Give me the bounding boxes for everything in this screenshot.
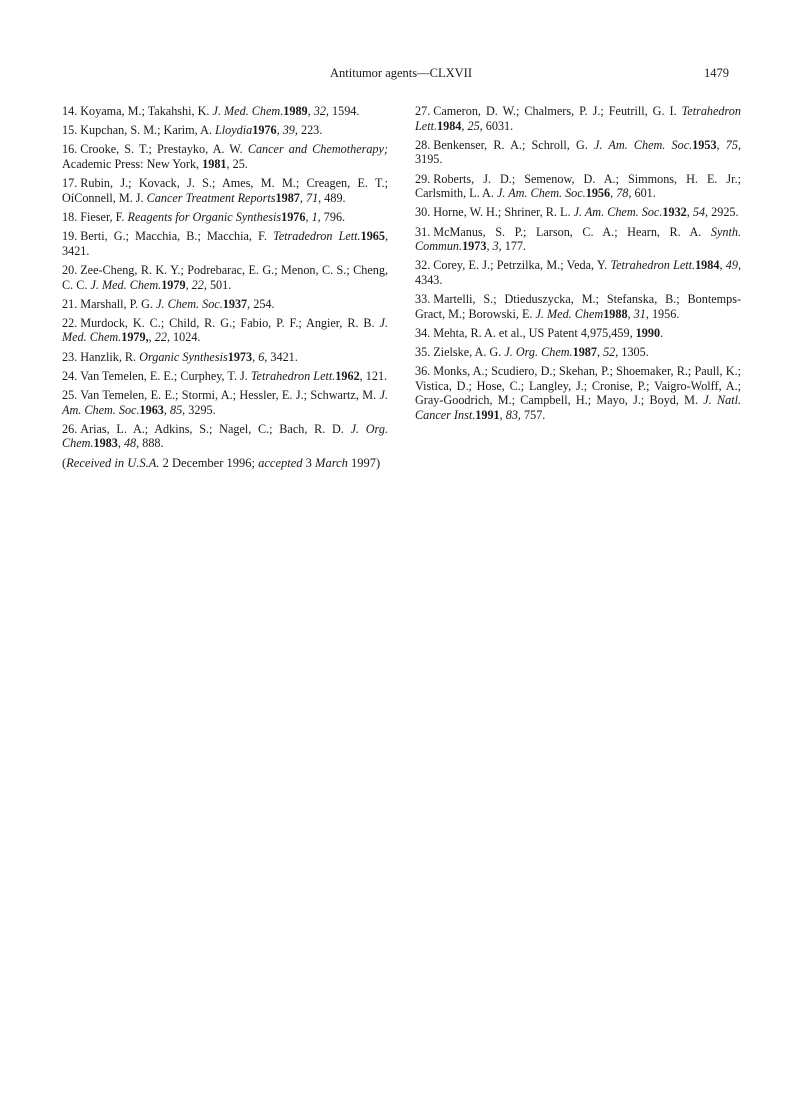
reference-authors: Koyama, M.; Takahshi, K.: [80, 104, 213, 118]
reference-number: 34.: [415, 325, 431, 340]
reference-number: 14.: [62, 104, 78, 118]
reference-authors: Hanzlik, R.: [80, 349, 140, 364]
reference-number: 31.: [415, 224, 431, 239]
reference-pages: , 489.: [318, 190, 346, 205]
reference-number: 19.: [62, 229, 78, 244]
reference-number: 20.: [62, 262, 78, 277]
references-left-column: [62, 104, 388, 456]
reference-pages: , 6031.: [479, 118, 514, 133]
reference-number: 22.: [62, 315, 78, 330]
reference-pages: , 3295.: [182, 402, 216, 417]
reference-number: 26.: [62, 421, 78, 436]
reference-year: 1973: [227, 349, 253, 364]
reference-journal: J. Chem. Soc.: [156, 296, 223, 311]
reference-journal: Tetrahedron Lett.: [415, 104, 741, 133]
reference-item: [62, 142, 388, 171]
reference-year: 1956: [585, 186, 611, 201]
reference-journal: Reagents for Organic Synthesis: [127, 209, 282, 224]
reference-authors: Van Temelen, E. E.; Stormi, A.; Hessler, E. J.; Schwartz, M.: [80, 388, 380, 403]
references-right-column: [415, 104, 741, 427]
reference-volume: 52: [603, 345, 616, 360]
reference-item: 32. Corey, E. J.; Petrzilka, M.; Veda, Y. Tetrahedron Lett.1984, 49, 4343.: [415, 258, 741, 287]
reference-journal: Organic Synthesis: [139, 349, 228, 364]
reference-number: 17.: [62, 176, 78, 191]
reference-year: 1979,: [121, 330, 149, 345]
reference-number: 18.: [62, 209, 78, 224]
reference-item: 31. McManus, S. P.; Larson, C. A.; Hearn, R. A. Synth. Commun.1973, 3, 177.: [415, 224, 741, 254]
reference-journal: J. Natl. Cancer Inst.: [415, 393, 742, 423]
reference-pages: , 177.: [498, 239, 527, 254]
reference-year: 1987: [572, 345, 597, 360]
reference-authors: Zielske, A. G.: [433, 345, 505, 360]
reference-year: 1963: [139, 402, 164, 417]
reference-year: 1932: [662, 205, 687, 220]
reference-pages: , 121.: [359, 368, 388, 383]
reference-number: 24.: [62, 368, 78, 383]
reference-pages: , 3195.: [415, 137, 742, 167]
reference-year: 1937: [222, 296, 248, 311]
reference-authors: Arias, L. A.; Adkins, S.; Nagel, C.; Bach, R. D.: [80, 421, 351, 436]
reference-item: 22. Murdock, K. C.; Child, R. G.; Fabio, P. F.; Angier, R. B. J. Med. Chem.1979,, 22, 1024.: [62, 315, 388, 345]
reference-journal: Lloydia: [214, 123, 253, 138]
reference-volume: 1: [311, 209, 318, 224]
reference-volume: 71: [305, 190, 319, 205]
reference-journal: J. Am. Chem. Soc.: [593, 137, 693, 152]
reference-authors: Cameron, D. W.; Chalmers, P. J.; Feutrill, G. I.: [433, 104, 682, 118]
reference-pages: , 1594.: [325, 104, 360, 118]
reference-journal: J. Am. Chem. Soc.: [573, 205, 663, 220]
reference-item: 17. Rubin, J.; Kovack, J. S.; Ames, M. M.; Creagen, E. T.; OíConnell, M. J. Cancer Treatment Reports1987, 71, 489.: [62, 176, 388, 205]
reference-pages: , 1024.: [166, 330, 201, 345]
reference-authors: Berti, G.; Macchia, B.; Macchia, F.: [80, 229, 274, 244]
reference-volume: 83: [505, 408, 518, 423]
reference-journal: J. Am. Chem. Soc.: [62, 388, 388, 417]
reference-item: 29. Roberts, J. D.; Semenow, D. A.; Simmons, H. E. Jr.; Carlsmith, L. A. J. Am. Chem. Soc.1956, 78, 601.: [415, 171, 741, 201]
reference-volume: 22: [191, 277, 204, 292]
reference-pages: , 25.: [226, 156, 248, 171]
reference-pages: , 3421.: [62, 229, 389, 258]
reference-pages: , 1305.: [615, 345, 649, 360]
reference-authors: Van Temelen, E. E.; Curphey, T. J.: [80, 368, 251, 383]
reference-item: 20. Zee-Cheng, R. K. Y.; Podrebarac, E. G.; Menon, C. S.; Cheng, C. C. J. Med. Chem.1979, 22, 501.: [62, 262, 388, 292]
reference-authors: Monks, A.; Scudiero, D.; Skehan, P.; Shoemaker, R.; Paull, K.; Vistica, D.; Hose, C.; Langley, J.; Cronise, P.; Vaigro-Wolff, A.; Gray-Goodrich, M.; Campbell, H.; Mayo, J.; Boyd, M.: [415, 364, 741, 408]
reference-pages: , 223.: [294, 123, 323, 138]
reference-volume: 78: [616, 186, 629, 201]
reference-year: 1973: [462, 239, 487, 254]
reference-item: 35. Zielske, A. G. J. Org. Chem.1987, 52, 1305.: [415, 345, 649, 360]
reference-pages: , 254.: [247, 296, 275, 311]
reference-authors: McManus, S. P.; Larson, C. A.; Hearn, R. A.: [433, 224, 711, 239]
reference-item: 23. Hanzlik, R. Organic Synthesis1973, 6, 3421.: [62, 349, 298, 364]
reference-year: 1976: [281, 209, 306, 224]
reference-journal: J. Med. Chem: [535, 306, 604, 321]
reference-number: 16.: [62, 142, 78, 157]
reference-item: 28. Benkenser, R. A.; Schroll, G. J. Am. Chem. Soc.1953, 75, 3195.: [415, 137, 742, 167]
reference-journal: Cancer and Chemotherapy;: [247, 142, 388, 157]
reference-authors: Corey, E. J.; Petrzilka, M.; Veda, Y.: [433, 258, 611, 273]
reference-year: 1983: [93, 436, 118, 451]
reference-item: 30. Horne, W. H.; Shriner, R. L. J. Am. Chem. Soc.1932, 54, 2925.: [415, 205, 739, 220]
reference-journal: Synth. Commun.: [415, 224, 741, 254]
reference-authors: Mehta, R. A. et al., US Patent 4,975,459,: [433, 325, 636, 340]
reference-volume: 31: [633, 306, 646, 321]
reference-authors: Rubin, J.; Kovack, J. S.; Ames, M. M.; Creagen, E. T.; OíConnell, M. J.: [62, 176, 388, 205]
reference-number: 27.: [415, 104, 431, 118]
received-note: (Received in U.S.A. 2 December 1996; accepted 3 March 1997): [62, 456, 381, 470]
reference-number: 30.: [415, 205, 431, 220]
reference-authors: Zee-Cheng, R. K. Y.; Podrebarac, E. G.; Menon, C. S.; Cheng, C. C.: [62, 262, 388, 292]
reference-item: 26. Arias, L. A.; Adkins, S.; Nagel, C.; Bach, R. D. J. Org. Chem.1983, 48, 888.: [62, 421, 388, 451]
reference-journal: Tetrahedron Lett.: [250, 368, 336, 383]
reference-pages: , 757.: [517, 408, 546, 423]
reference-authors: Kupchan, S. M.; Karim, A.: [80, 123, 215, 138]
reference-journal: Tetrahedron Lett.: [610, 258, 696, 273]
reference-number: 32.: [415, 258, 431, 273]
reference-number: 15.: [62, 123, 78, 138]
reference-year: 1962: [335, 368, 360, 383]
reference-volume: 25: [467, 118, 480, 133]
reference-item: 25. Van Temelen, E. E.; Stormi, A.; Hessler, E. J.; Schwartz, M. J. Am. Chem. Soc.1963, 85, 3295.: [62, 388, 388, 417]
reference-number: 33.: [415, 292, 431, 307]
reference-year: 1976: [252, 123, 277, 138]
reference-pages: .: [660, 325, 664, 340]
reference-pages: , 2925.: [705, 205, 739, 220]
reference-journal: J. Org. Chem.: [504, 345, 573, 360]
reference-item: [62, 297, 388, 312]
reference-authors: Roberts, J. D.; Semenow, D. A.; Simmons, H. E. Jr.; Carlsmith, L. A.: [415, 171, 741, 201]
reference-pages: , 888.: [136, 436, 164, 451]
reference-journal: J. Med. Chem.: [212, 104, 284, 118]
page-number: 1479: [704, 66, 729, 80]
reference-number: 29.: [415, 171, 431, 186]
reference-authors: Marshall, P. G.: [80, 296, 157, 311]
received-label: Received in U.S.A.: [66, 456, 160, 470]
accepted-label: accepted: [258, 456, 303, 470]
reference-number: 28.: [415, 137, 431, 152]
reference-publisher: Academic Press: New York,: [62, 156, 203, 171]
reference-year: 1984: [437, 118, 462, 133]
reference-journal: Cancer Treatment Reports: [146, 190, 276, 205]
reference-authors: Horne, W. H.; Shriner, R. L.: [433, 205, 574, 220]
reference-volume: 75: [725, 137, 738, 152]
reference-pages: , 1956.: [645, 306, 680, 321]
reference-volume: 3: [492, 239, 499, 254]
reference-item: [415, 326, 741, 341]
reference-number: 21.: [62, 296, 78, 311]
reference-year: 1979: [161, 277, 186, 292]
reference-authors: Murdock, K. C.; Child, R. G.; Fabio, P. F.; Angier, R. B.: [80, 315, 380, 330]
reference-volume: 85: [169, 402, 183, 417]
reference-pages: , 3421.: [264, 349, 298, 364]
reference-pages: , 601.: [628, 186, 656, 201]
reference-item: 14. Koyama, M.; Takahshi, K. J. Med. Chem.1989, 32, 1594.: [62, 104, 360, 118]
reference-year: 1965: [360, 229, 385, 244]
reference-item: 18. Fieser, F. Reagents for Organic Synthesis1976, 1, 796.: [62, 209, 346, 224]
reference-volume: 49: [725, 258, 738, 273]
reference-number: 35.: [415, 345, 431, 360]
reference-item: 36. Monks, A.; Scudiero, D.; Skehan, P.; Shoemaker, R.; Paull, K.; Vistica, D.; Hose, C.; Langley, J.; Cronise, P.; Vaigro-Wolff, A.; Gray-Goodrich, M.; Campbell, H.; Mayo, J.; Boyd, M. J. Natl. Cancer Inst.1991, 83, 757.: [415, 364, 742, 423]
reference-volume: 6: [258, 349, 265, 364]
reference-item: 33. Martelli, S.; Dtieduszycka, M.; Stefanska, B.; Bontemps-Gract, M.; Borowski, E. J. Med. Chem1988, 31, 1956.: [415, 292, 741, 321]
running-header: [0, 66, 788, 82]
running-title: Antitumor agents—CLXVII: [330, 66, 472, 80]
reference-authors: Benkenser, R. A.; Schroll, G.: [433, 137, 594, 152]
reference-year: 1953: [692, 137, 717, 152]
reference-authors: Fieser, F.: [80, 209, 128, 224]
reference-year: 1989: [283, 104, 308, 118]
reference-item: 27. Cameron, D. W.; Chalmers, P. J.; Feutrill, G. I. Tetrahedron Lett.1984, 25, 6031.: [415, 104, 741, 133]
reference-authors: Martelli, S.; Dtieduszycka, M.; Stefanska, B.; Bontemps-Gract, M.; Borowski, E.: [415, 292, 741, 321]
reference-year: 1984: [695, 258, 720, 273]
reference-number: 23.: [62, 349, 78, 364]
reference-year: 1987: [275, 190, 300, 205]
reference-item: 15. Kupchan, S. M.; Karim, A. Lloydia1976, 39, 223.: [62, 123, 323, 138]
reference-journal: J. Med. Chem.: [90, 277, 162, 292]
reference-volume: 54: [692, 205, 706, 220]
reference-pages: , 501.: [203, 277, 232, 292]
reference-volume: 48: [123, 436, 137, 451]
reference-authors: Crooke, S. T.; Prestayko, A. W.: [80, 142, 248, 157]
reference-pages: , 796.: [317, 209, 346, 224]
reference-number: 36.: [415, 364, 431, 379]
reference-journal: J. Am. Chem. Soc.: [496, 186, 586, 201]
reference-journal: J. Med. Chem.: [62, 315, 388, 345]
reference-pages: , 4343.: [415, 258, 741, 287]
reference-number: 25.: [62, 388, 78, 403]
reference-year: 1990: [635, 325, 661, 340]
reference-item: [62, 229, 388, 258]
reference-year: 1988: [603, 306, 628, 321]
reference-item: [62, 369, 388, 384]
reference-volume: 32: [313, 104, 326, 118]
reference-volume: 22: [154, 330, 167, 345]
reference-journal: Tetradedron Lett.: [273, 229, 361, 244]
reference-year: 1991: [475, 408, 500, 423]
reference-volume: 39: [282, 123, 295, 138]
reference-year: 1981: [202, 156, 227, 171]
reference-journal: J. Org. Chem.: [62, 421, 388, 451]
